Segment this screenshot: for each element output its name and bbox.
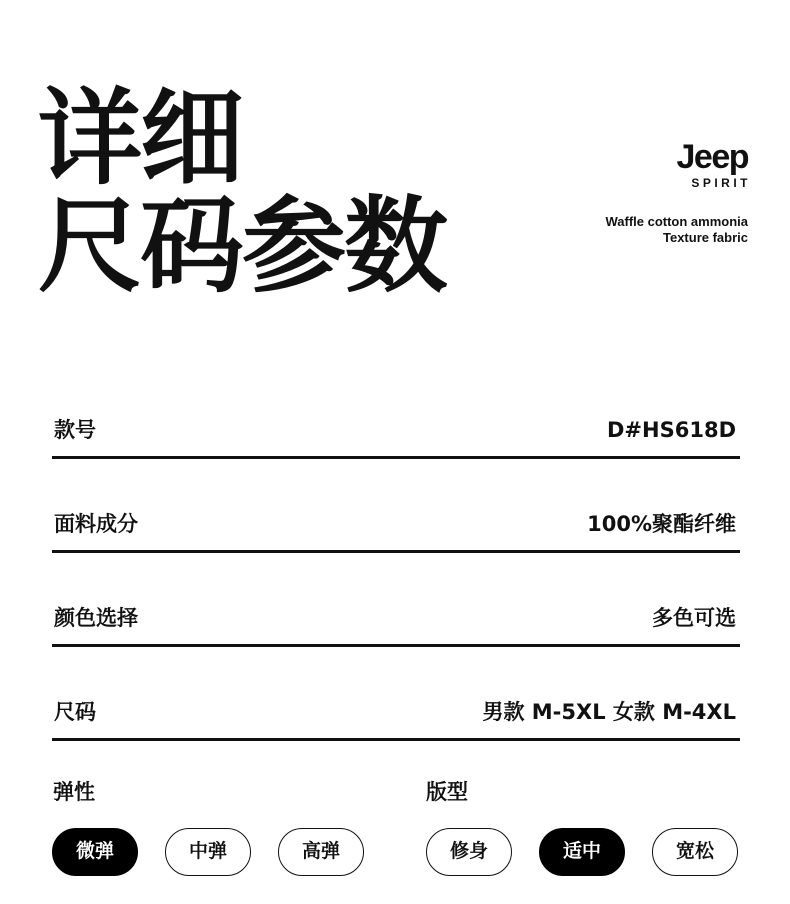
- spec-label: 款号: [54, 418, 96, 442]
- elasticity-title: 弹性: [53, 780, 95, 804]
- page-title-line-1: 详细: [38, 77, 243, 199]
- fabric-description: [605, 214, 748, 246]
- fabric-description-line-1: Waffle cotton ammonia: [605, 214, 748, 229]
- elasticity-option-slight[interactable]: 微弹: [52, 828, 138, 876]
- spec-label: 面料成分: [54, 512, 138, 536]
- page-title-line-2: 尺码参数: [38, 185, 447, 307]
- brand-subtitle: SPIRIT: [691, 176, 751, 190]
- spec-label: 尺码: [54, 700, 96, 724]
- spec-value: 男款 M-5XL 女款 M-4XL: [482, 700, 736, 724]
- spec-row-style-number: [52, 416, 740, 459]
- spec-value: D#HS618D: [607, 418, 736, 442]
- spec-label: 颜色选择: [54, 606, 138, 630]
- fit-option-regular[interactable]: 适中: [539, 828, 625, 876]
- spec-value: 100%聚酯纤维: [587, 512, 736, 536]
- brand-logo-block: [677, 140, 749, 190]
- spec-row-color: [52, 604, 740, 647]
- elasticity-option-high[interactable]: 高弹: [278, 828, 364, 876]
- fabric-description-line-2: Texture fabric: [662, 230, 748, 245]
- elasticity-option-medium[interactable]: 中弹: [165, 828, 251, 876]
- fit-option-loose[interactable]: 宽松: [652, 828, 738, 876]
- spec-row-size: [52, 698, 740, 741]
- spec-row-fabric: [52, 510, 740, 553]
- spec-value: 多色可选: [652, 606, 736, 630]
- jeep-logo: Jeep: [676, 138, 748, 176]
- fit-title: 版型: [426, 780, 468, 804]
- fit-option-slim[interactable]: 修身: [426, 828, 512, 876]
